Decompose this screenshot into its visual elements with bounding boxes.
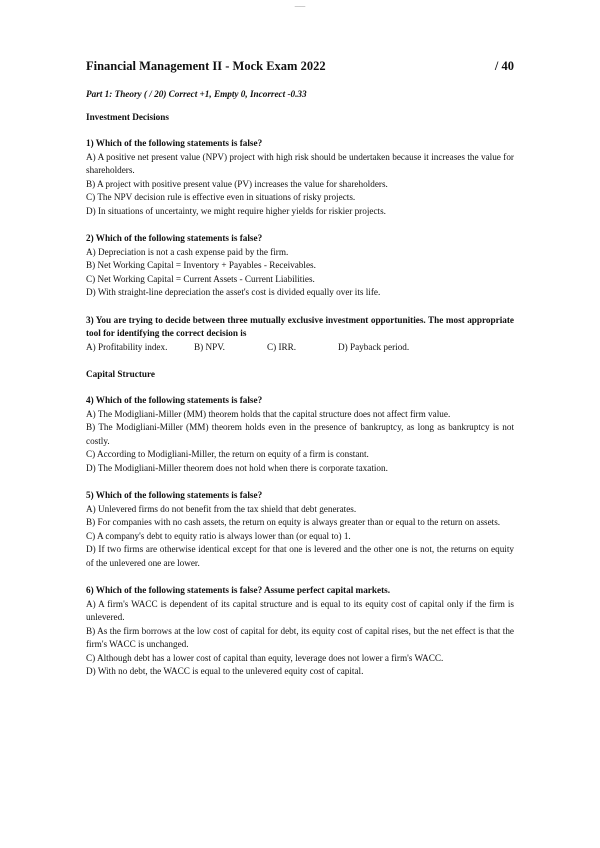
question-2 [86, 232, 514, 300]
option-d: D) If two firms are otherwise identical except for that one is levered and the other one is not, the returns on equity of the unlevered one are lower. [86, 544, 514, 568]
question-6 [86, 584, 514, 679]
option-c: C) IRR. [267, 341, 297, 352]
option-c: C) Although debt has a lower cost of capital than equity, leverage does not lower a firm's WACC. [86, 652, 444, 663]
option-d: D) With straight-line depreciation the asset's cost is divided equally over its life. [86, 287, 381, 297]
option-a: A) Depreciation is not a cash expense paid by the firm. [86, 246, 289, 257]
option-c: C) A company's debt to equity ratio is always lower than (or equal to) 1. [86, 530, 351, 541]
exam-title: Financial Management II - Mock Exam 2022 [86, 59, 326, 73]
question-4 [86, 394, 514, 475]
question-text: 4) Which of the following statements is false? [86, 395, 263, 405]
option-a: A) The Modigliani-Miller (MM) theorem holds that the capital structure does not affect firm value. [86, 408, 451, 419]
option-b: B) A project with positive present value (PV) increases the value for shareholders. [86, 178, 388, 189]
question-text: 5) Which of the following statements is false? [86, 490, 263, 500]
part-heading: Part 1: Theory ( / 20) Correct +1, Empty 0, Incorrect -0.33 [86, 89, 307, 99]
question-1 [86, 137, 514, 218]
option-b: B) The Modigliani-Miller (MM) theorem holds even in the presence of bankruptcy, as long as bankruptcy is not costly. [86, 422, 514, 446]
option-d: D) In situations of uncertainty, we might require higher yields for riskier projects. [86, 205, 386, 216]
option-b: B) As the firm borrows at the low cost of capital for debt, its equity cost of capital rises, but the net effect is that the firm's WACC is unchanged. [86, 625, 514, 649]
header-mark: ___ [294, 0, 306, 8]
question-5 [86, 489, 514, 570]
section-title: Capital Structure [86, 369, 155, 379]
option-c: C) The NPV decision rule is effective even in situations of risky projects. [86, 192, 356, 202]
option-b: B) NPV. [194, 341, 225, 352]
option-a: A) Unlevered firms do not benefit from the tax shield that debt generates. [86, 503, 357, 514]
option-c: C) According to Modigliani-Miller, the return on equity of a firm is constant. [86, 449, 369, 459]
exam-content [86, 58, 514, 679]
title-row [86, 58, 514, 74]
question-3 [86, 314, 514, 355]
question-text: 3) You are trying to decide between three mutually exclusive investment opportunities. The most appropriate tool for identifying the correct decision is [86, 314, 514, 338]
option-b: B) Net Working Capital = Inventory + Payables - Receivables. [86, 260, 316, 270]
option-a: A) Profitability index. [86, 341, 168, 352]
question-text: 1) Which of the following statements is false? [86, 138, 263, 148]
option-d: D) The Modigliani-Miller theorem does not hold when there is corporate taxation. [86, 462, 388, 473]
question-text: 2) Which of the following statements is false? [86, 233, 263, 243]
option-c: C) Net Working Capital = Current Assets - Current Liabilities. [86, 273, 315, 284]
question-text: 6) Which of the following statements is false? Assume perfect capital markets. [86, 585, 390, 595]
exam-score: / 40 [494, 59, 514, 73]
option-d: D) Payback period. [338, 341, 410, 352]
section-title: Investment Decisions [86, 112, 169, 122]
inline-options [86, 341, 514, 355]
option-a: A) A firm's WACC is dependent of its capital structure and is equal to its equity cost of capital only if the firm is unlevered. [86, 598, 514, 622]
option-d: D) With no debt, the WACC is equal to the unlevered equity cost of capital. [86, 666, 364, 676]
option-a: A) A positive net present value (NPV) project with high risk should be undertaken because it increases the value for shareholders. [86, 151, 514, 175]
option-b: B) For companies with no cash assets, the return on equity is always greater than or equal to the return on assets. [86, 517, 501, 527]
